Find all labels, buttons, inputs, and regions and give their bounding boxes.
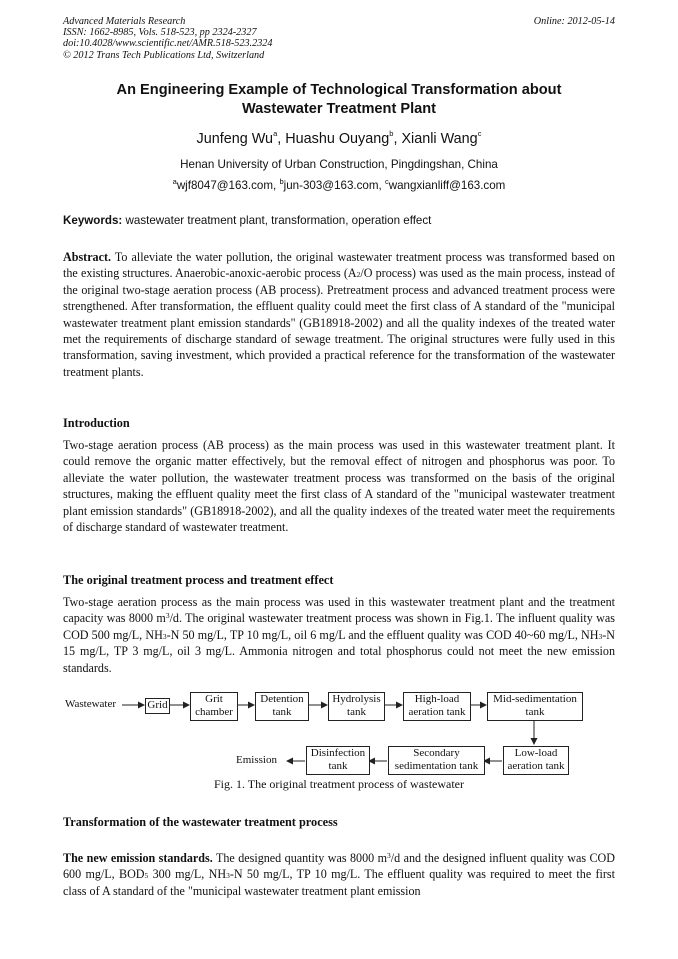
author-separator: , bbox=[277, 131, 286, 147]
midsed-label-2: tank bbox=[525, 705, 545, 718]
email-1: wjf8047@163.com, bbox=[176, 179, 280, 192]
journal-header bbox=[63, 16, 272, 61]
highload-label-1: High-load bbox=[414, 693, 460, 705]
transformation-superscript: 3 bbox=[387, 851, 391, 860]
copyright-line: © 2012 Trans Tech Publications Ltd, Switzerland bbox=[63, 49, 265, 61]
author-2-mark: b bbox=[389, 129, 394, 138]
flow-secondary-sedimentation-box bbox=[388, 746, 485, 775]
secsed-label-2: sedimentation tank bbox=[394, 759, 479, 772]
online-date: Online: 2012-05-14 bbox=[533, 16, 615, 27]
grit-label-2: chamber bbox=[195, 705, 233, 718]
original-subscript-1: 3 bbox=[162, 631, 167, 641]
lowload-label-1: Low-load bbox=[514, 747, 558, 759]
email-2-mark: b bbox=[279, 177, 284, 186]
detention-label-1: Detention bbox=[260, 693, 304, 705]
author-3-mark: c bbox=[477, 129, 482, 138]
email-3: wangxianliff@163.com bbox=[388, 179, 506, 192]
flow-wastewater-label: Wastewater bbox=[65, 698, 117, 710]
doi-line: doi:10.4028/www.scientific.net/AMR.518-523.2324 bbox=[63, 38, 273, 50]
email-3-mark: c bbox=[384, 177, 389, 186]
lowload-label-2: aeration tank bbox=[507, 759, 565, 772]
keywords-label: Keywords: bbox=[63, 214, 123, 227]
keywords-text: wastewater treatment plant, transformation, operation effect bbox=[122, 214, 432, 227]
author-2: Huashu Ouyang bbox=[285, 131, 390, 147]
transformation-text-2: /d and the designed influent quality was COD 600 mg/L, BOD bbox=[63, 851, 616, 882]
title-line-2: Wastewater Treatment Plant bbox=[241, 101, 437, 117]
affiliation: Henan University of Urban Construction, Pingdingshan, China bbox=[180, 158, 498, 171]
transformation-text-4: -N 50 mg/L, TP 10 mg/L. The effluent quality was required to meet the first class of A standard of the "municipal wastewater treatment plant emission bbox=[63, 867, 615, 898]
abstract-text-2: /O process) was used as the main process, instead of the original two-stage aeration process (AB process). Pretreatment process and advanced treatment process were strengthened. After transformation, the effluent quality could meet the first class of A standard of the "municipal wastewater treatment plant emission standards" (GB18918-2002) and all the quality indexes of the treated water met the requirements of discharge standard of sewage treatment. The original structures were fully used in this transformation, saving investment, which provided a practical reference for the transformation of the wastewater treatment plants. bbox=[63, 266, 615, 379]
email-1-mark: a bbox=[172, 177, 177, 186]
grit-label-1: Grit bbox=[205, 693, 223, 705]
flow-grit-chamber-box bbox=[190, 692, 238, 721]
author-separator: , bbox=[393, 131, 402, 147]
grid-label: Grid bbox=[147, 699, 168, 711]
author-list bbox=[63, 131, 615, 147]
introduction-heading: Introduction bbox=[63, 416, 130, 430]
original-process-text bbox=[63, 594, 615, 676]
flow-emission-label: Emission bbox=[236, 754, 277, 766]
abstract-text-1: To alleviate the water pollution, the original wastewater treatment process was transformed based on the existing structures. Anaerobic-anoxic-aerobic process (A bbox=[63, 250, 615, 281]
author-1: Junfeng Wu bbox=[196, 131, 274, 147]
disinf-label-1: Disinfection bbox=[310, 747, 366, 759]
abstract-label: Abstract. bbox=[63, 250, 112, 264]
detention-label-2: tank bbox=[272, 705, 292, 718]
keywords bbox=[63, 214, 615, 227]
flow-hydrolysis-tank-box bbox=[328, 692, 385, 721]
issn-line: ISSN: 1662-8985, Vols. 518-523, pp 2324-2327 bbox=[63, 27, 257, 39]
original-subscript-2: 3 bbox=[598, 631, 603, 641]
author-3: Xianli Wang bbox=[401, 131, 478, 147]
journal-name: Advanced Materials Research bbox=[63, 16, 186, 27]
original-text-4: -N 15 mg/L, TP 3 mg/L, oil 3 mg/L. Ammonia nitrogen and total phosphorus could not meet the new emission standards. bbox=[63, 627, 615, 675]
transformation-text-3: 300 mg/L, NH bbox=[148, 867, 227, 882]
email-list bbox=[63, 179, 615, 192]
title-line-1: An Engineering Example of Technological Transformation about bbox=[116, 82, 562, 98]
highload-label-2: aeration tank bbox=[408, 705, 466, 718]
flow-grid-box bbox=[145, 698, 170, 714]
original-text-3: -N 50 mg/L, TP 10 mg/L, oil 6 mg/L and the effluent quality was COD 40~60 mg/L, NH bbox=[166, 627, 599, 642]
paper-title bbox=[63, 81, 615, 119]
transformation-text-1: The designed quantity was 8000 m bbox=[212, 851, 388, 865]
original-text-2: /d. The original wastewater treatment process was shown in Fig.1. The influent quality was COD 500 mg/L, NH bbox=[63, 611, 615, 642]
author-1-mark: a bbox=[273, 129, 278, 138]
abstract-subscript: 2 bbox=[356, 270, 361, 280]
hydrolysis-label-2: tank bbox=[347, 705, 366, 718]
introduction-text: Two-stage aeration process (AB process) as the main process was used in this wastewater treatment plant. It could remove the organic matter effectively, but the removal effect of nitrogen and phosphorus was poor. To alleviate the water pollution, the wastewater treatment process was transformed on the basis of the original structures, making the effluent quality meet the first class of A standard of the "municipal wastewater treatment plant emission standards" (GB18918-2002), and all the quality indexes of the treated water meet the requirements of discharge standard of wastewater treatment. bbox=[63, 438, 615, 535]
flow-disinfection-tank-box bbox=[306, 746, 370, 775]
flow-mid-sedimentation-box bbox=[487, 692, 583, 721]
flow-high-load-aeration-box bbox=[403, 692, 471, 721]
transformation-subscript-2: 3 bbox=[226, 871, 230, 881]
transformation-subscript-1: 5 bbox=[144, 871, 149, 881]
transformation-heading: Transformation of the wastewater treatment process bbox=[63, 815, 338, 829]
secsed-label-1: Secondary bbox=[413, 747, 460, 759]
midsed-label-1: Mid-sedimentation bbox=[493, 693, 577, 705]
transformation-text bbox=[63, 850, 615, 899]
original-text-1: Two-stage aeration process as the main process was used in this wastewater treatment plant and the treatment capacity was 8000 m bbox=[63, 595, 615, 626]
figure-caption: Fig. 1. The original treatment process of wastewater bbox=[213, 777, 465, 791]
original-superscript: 3 bbox=[165, 611, 170, 621]
new-standards-label: The new emission standards. bbox=[63, 851, 213, 865]
abstract bbox=[63, 249, 615, 380]
original-process-heading: The original treatment process and treatment effect bbox=[63, 573, 334, 587]
disinf-label-2: tank bbox=[328, 759, 348, 772]
hydrolysis-label-1: Hydrolysis bbox=[332, 693, 381, 705]
flow-detention-tank-box bbox=[255, 692, 309, 721]
email-2: jun-303@163.com, bbox=[283, 179, 385, 192]
flow-low-load-aeration-box bbox=[503, 746, 569, 775]
